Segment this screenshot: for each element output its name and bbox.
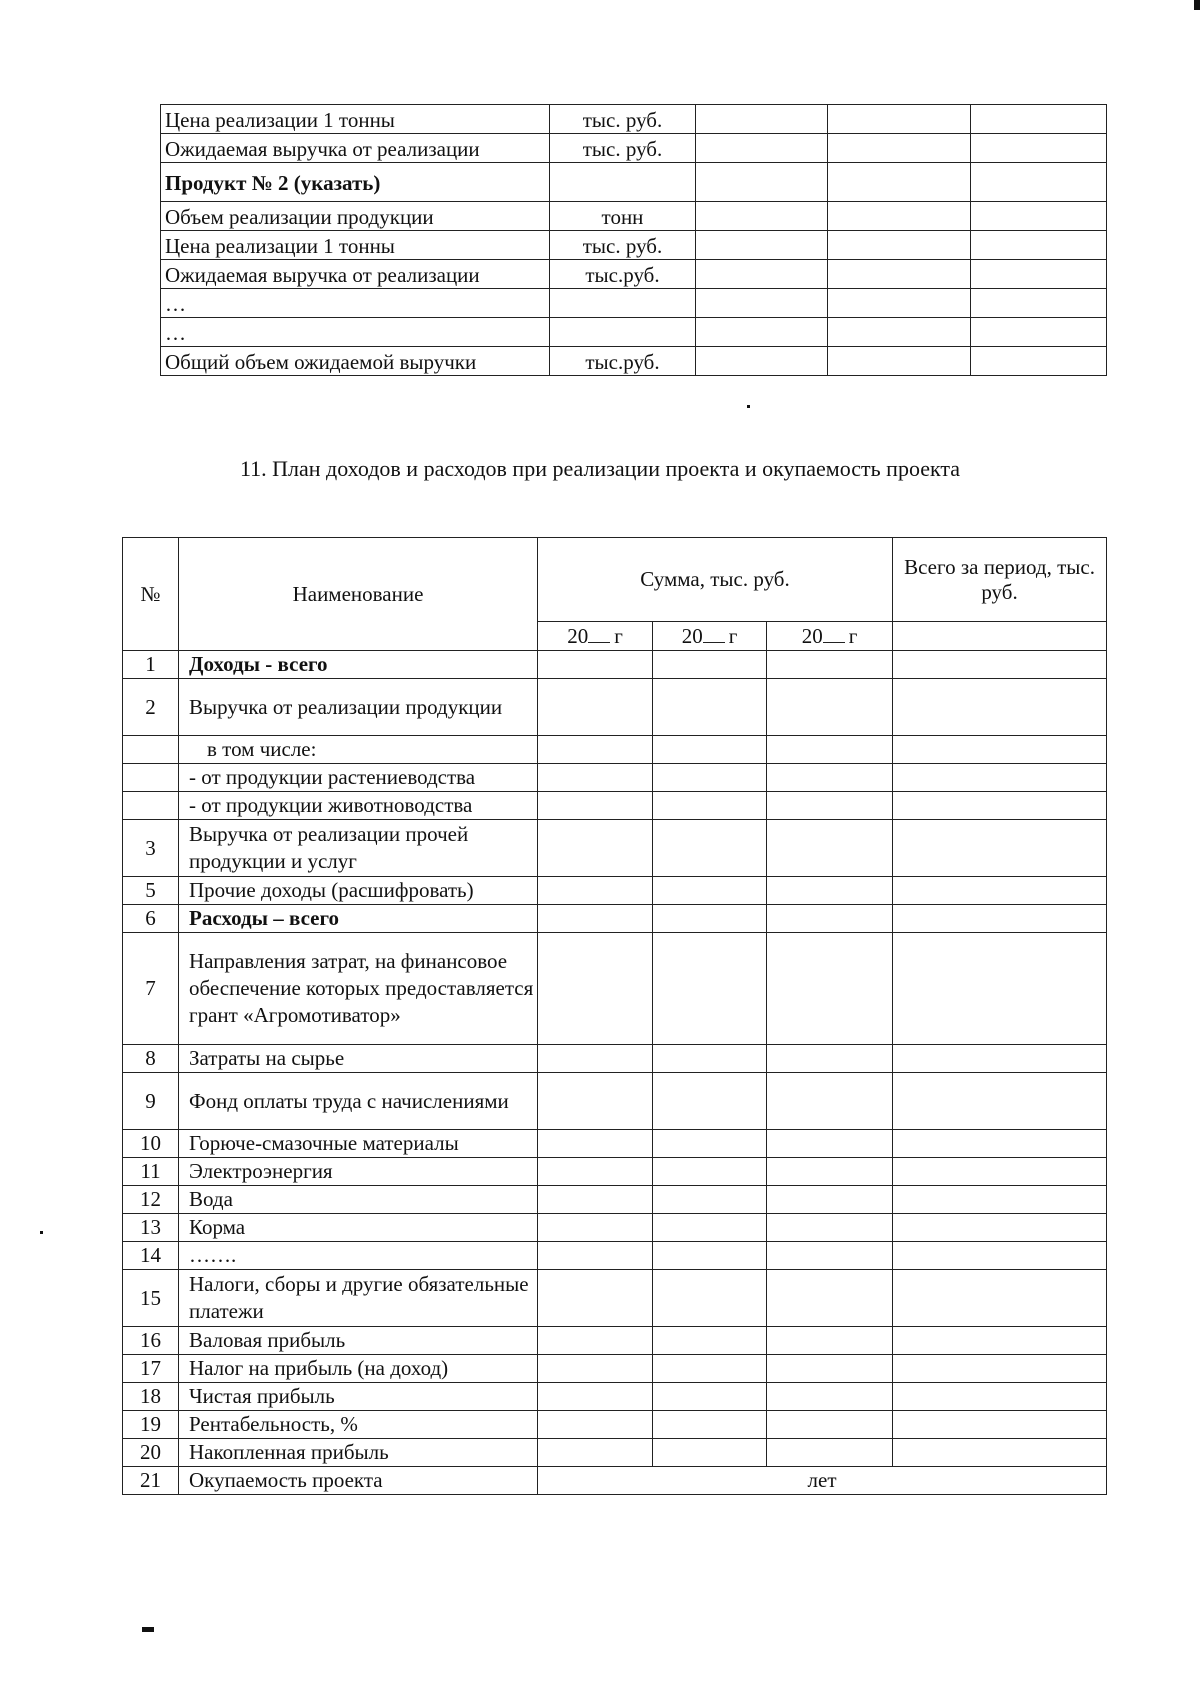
value-cell[interactable]: [653, 679, 767, 736]
row-unit: тыс. руб.: [550, 134, 696, 163]
row-name: Налоги, сборы и другие обязательные платежи: [179, 1270, 538, 1327]
table-row: [123, 764, 1107, 792]
table-row: [123, 679, 1107, 736]
value-cell[interactable]: [971, 318, 1107, 347]
row-unit: тыс. руб.: [550, 105, 696, 134]
row-name: Выручка от реализации продукции: [179, 679, 538, 736]
value-cell[interactable]: [767, 1242, 893, 1270]
table-row: [123, 792, 1107, 820]
section-title: 11. План доходов и расходов при реализации проекта и окупаемость проекта: [239, 456, 961, 481]
value-cell[interactable]: [971, 134, 1107, 163]
value-cell[interactable]: [828, 289, 971, 318]
value-cell[interactable]: [893, 820, 1107, 877]
value-cell[interactable]: [828, 163, 971, 202]
header-total-empty: [893, 622, 1107, 651]
value-cell[interactable]: [696, 289, 828, 318]
row-number: 14: [123, 1242, 179, 1270]
value-cell[interactable]: [893, 1045, 1107, 1073]
value-cell[interactable]: [971, 260, 1107, 289]
value-cell[interactable]: [828, 347, 971, 376]
row-name: …….: [179, 1242, 538, 1270]
row-name: Расходы – всего: [179, 905, 538, 933]
row-number: 21: [123, 1467, 179, 1495]
value-cell[interactable]: [893, 736, 1107, 764]
value-cell[interactable]: [971, 163, 1107, 202]
value-cell[interactable]: [767, 1186, 893, 1214]
row-number: 7: [123, 933, 179, 1045]
year-prefix: 20: [801, 623, 823, 648]
table-row: [123, 1214, 1107, 1242]
value-cell[interactable]: [653, 1045, 767, 1073]
value-cell[interactable]: [538, 1355, 653, 1383]
header-num: №: [123, 538, 179, 651]
row-name: Накопленная прибыль: [179, 1439, 538, 1467]
value-cell[interactable]: [538, 1327, 653, 1355]
table-row: [123, 651, 1107, 679]
table-row: [123, 1355, 1107, 1383]
value-cell[interactable]: [696, 202, 828, 231]
year-blank: [588, 624, 610, 643]
row-name: …: [161, 289, 550, 318]
row-name: Общий объем ожидаемой выручки: [161, 347, 550, 376]
row-number: [123, 736, 179, 764]
value-cell[interactable]: [538, 1045, 653, 1073]
value-cell[interactable]: [767, 1073, 893, 1130]
row-number: 11: [123, 1158, 179, 1186]
year-blank: [703, 624, 725, 643]
value-cell[interactable]: [893, 651, 1107, 679]
value-cell[interactable]: [767, 1439, 893, 1467]
value-cell[interactable]: [767, 651, 893, 679]
value-cell[interactable]: [893, 905, 1107, 933]
value-cell[interactable]: [971, 202, 1107, 231]
table-row: [161, 134, 1107, 163]
value-cell[interactable]: [653, 877, 767, 905]
year-suffix: г: [848, 623, 858, 648]
value-cell[interactable]: [653, 1383, 767, 1411]
row-name: Выручка от реализации прочей продукции и услуг: [179, 820, 538, 877]
value-cell[interactable]: [767, 764, 893, 792]
value-cell[interactable]: [893, 764, 1107, 792]
value-cell[interactable]: [767, 1045, 893, 1073]
row-name: Направления затрат, на финансовое обеспечение которых предоставляется грант «Агромотиватор»: [179, 933, 538, 1045]
row-number: 1: [123, 651, 179, 679]
value-cell[interactable]: [653, 1242, 767, 1270]
table-row-payback: [123, 1467, 1107, 1495]
row-name: Объем реализации продукции: [161, 202, 550, 231]
year-suffix: г: [614, 623, 623, 648]
row-name: Затраты на сырье: [179, 1045, 538, 1073]
row-unit: [550, 289, 696, 318]
row-name: Вода: [179, 1186, 538, 1214]
scan-speck: [747, 405, 750, 408]
value-cell[interactable]: [971, 289, 1107, 318]
value-cell[interactable]: [538, 651, 653, 679]
table-row: [161, 318, 1107, 347]
value-cell[interactable]: [767, 933, 893, 1045]
row-number: 6: [123, 905, 179, 933]
value-cell[interactable]: [893, 1242, 1107, 1270]
scan-speck: [40, 1231, 43, 1234]
row-number: 18: [123, 1383, 179, 1411]
value-cell[interactable]: [767, 792, 893, 820]
table-row: [161, 202, 1107, 231]
value-cell[interactable]: [653, 1073, 767, 1130]
value-cell[interactable]: [653, 820, 767, 877]
value-cell[interactable]: [538, 792, 653, 820]
row-number: 2: [123, 679, 179, 736]
value-cell[interactable]: [696, 134, 828, 163]
header-year-2: [653, 622, 767, 651]
scan-speck: [142, 1627, 154, 1632]
plan-table-body: [123, 651, 1107, 1495]
header-year-1: [538, 622, 653, 651]
row-number: 3: [123, 820, 179, 877]
value-cell[interactable]: [653, 764, 767, 792]
row-name: Фонд оплаты труда с начислениями: [179, 1073, 538, 1130]
value-cell[interactable]: [893, 933, 1107, 1045]
value-cell[interactable]: [653, 792, 767, 820]
value-cell[interactable]: [696, 318, 828, 347]
value-cell[interactable]: [767, 736, 893, 764]
row-unit: тыс.руб.: [550, 260, 696, 289]
table-row: [123, 1383, 1107, 1411]
table-row: [161, 289, 1107, 318]
table-row: [161, 163, 1107, 202]
row-number: [123, 764, 179, 792]
row-name: - от продукции растениеводства: [179, 764, 538, 792]
row-number: 12: [123, 1186, 179, 1214]
table-row: [123, 1045, 1107, 1073]
row-name: Окупаемость проекта: [179, 1467, 538, 1495]
value-cell[interactable]: [893, 1383, 1107, 1411]
value-cell[interactable]: [696, 347, 828, 376]
row-name: Рентабельность, %: [179, 1411, 538, 1439]
value-cell[interactable]: [653, 651, 767, 679]
value-cell[interactable]: [828, 260, 971, 289]
value-cell[interactable]: [538, 1383, 653, 1411]
table-row: [123, 1158, 1107, 1186]
value-cell[interactable]: [653, 1439, 767, 1467]
year-suffix: г: [728, 623, 738, 648]
value-cell[interactable]: [653, 1270, 767, 1327]
value-cell[interactable]: [767, 1214, 893, 1242]
value-cell[interactable]: [538, 1411, 653, 1439]
table-row: [161, 347, 1107, 376]
income-expense-plan-table: [122, 537, 1107, 1495]
value-cell[interactable]: [696, 260, 828, 289]
table-row: [123, 736, 1107, 764]
value-cell[interactable]: [653, 1158, 767, 1186]
value-cell[interactable]: [653, 905, 767, 933]
table-row: [123, 1130, 1107, 1158]
value-cell[interactable]: [538, 1439, 653, 1467]
row-name: Налог на прибыль (на доход): [179, 1355, 538, 1383]
value-cell[interactable]: [538, 1073, 653, 1130]
table-row: [123, 1270, 1107, 1327]
value-cell[interactable]: [538, 877, 653, 905]
row-name: Корма: [179, 1214, 538, 1242]
value-cell[interactable]: [971, 231, 1107, 260]
value-cell[interactable]: [767, 905, 893, 933]
value-cell[interactable]: [653, 1327, 767, 1355]
row-unit: тонн: [550, 202, 696, 231]
row-unit: [550, 163, 696, 202]
table-row: [123, 1073, 1107, 1130]
value-cell[interactable]: [893, 1214, 1107, 1242]
row-name: в том числе:: [179, 736, 538, 764]
row-unit: тыс. руб.: [550, 231, 696, 260]
value-cell[interactable]: [893, 679, 1107, 736]
table-row: [161, 105, 1107, 134]
value-cell[interactable]: [767, 1130, 893, 1158]
row-number: 8: [123, 1045, 179, 1073]
value-cell[interactable]: [538, 736, 653, 764]
payback-years-cell[interactable]: лет: [538, 1467, 1107, 1495]
value-cell[interactable]: [767, 679, 893, 736]
row-name: Прочие доходы (расшифровать): [179, 877, 538, 905]
value-cell[interactable]: [893, 1073, 1107, 1130]
value-cell[interactable]: [893, 1355, 1107, 1383]
value-cell[interactable]: [893, 877, 1107, 905]
value-cell[interactable]: [538, 1270, 653, 1327]
value-cell[interactable]: [538, 905, 653, 933]
row-name: Горюче-смазочные материалы: [179, 1130, 538, 1158]
table-row: [123, 1411, 1107, 1439]
value-cell[interactable]: [971, 347, 1107, 376]
product-sales-table-body: [161, 105, 1107, 376]
row-number: 20: [123, 1439, 179, 1467]
value-cell[interactable]: [538, 820, 653, 877]
value-cell[interactable]: [696, 231, 828, 260]
value-cell[interactable]: [828, 105, 971, 134]
value-cell[interactable]: [696, 163, 828, 202]
value-cell[interactable]: [538, 1130, 653, 1158]
value-cell[interactable]: [538, 764, 653, 792]
value-cell[interactable]: [828, 231, 971, 260]
row-number: 15: [123, 1270, 179, 1327]
table-row: [123, 905, 1107, 933]
row-number: 19: [123, 1411, 179, 1439]
value-cell[interactable]: [767, 1411, 893, 1439]
row-number: 9: [123, 1073, 179, 1130]
table-row: [161, 260, 1107, 289]
value-cell[interactable]: [893, 1158, 1107, 1186]
row-name: Продукт № 2 (указать): [161, 163, 550, 202]
value-cell[interactable]: [767, 1355, 893, 1383]
value-cell[interactable]: [767, 1158, 893, 1186]
row-number: 10: [123, 1130, 179, 1158]
table-row: [123, 820, 1107, 877]
value-cell[interactable]: [893, 1186, 1107, 1214]
row-number: 13: [123, 1214, 179, 1242]
value-cell[interactable]: [971, 105, 1107, 134]
row-number: [123, 792, 179, 820]
row-name: Ожидаемая выручка от реализации: [161, 260, 550, 289]
row-name: Валовая прибыль: [179, 1327, 538, 1355]
row-unit: [550, 318, 696, 347]
row-name: …: [161, 318, 550, 347]
value-cell[interactable]: [767, 1383, 893, 1411]
table-row: [123, 877, 1107, 905]
value-cell[interactable]: [893, 1270, 1107, 1327]
row-unit: тыс.руб.: [550, 347, 696, 376]
value-cell[interactable]: [828, 202, 971, 231]
table-row: [123, 1327, 1107, 1355]
header-total: Всего за период, тыс. руб.: [893, 538, 1107, 622]
value-cell[interactable]: [767, 820, 893, 877]
row-name: Доходы - всего: [179, 651, 538, 679]
value-cell[interactable]: [653, 1186, 767, 1214]
year-prefix: 20: [567, 623, 589, 648]
value-cell[interactable]: [538, 679, 653, 736]
row-name: Ожидаемая выручка от реализации: [161, 134, 550, 163]
table-row: [123, 1242, 1107, 1270]
value-cell[interactable]: [653, 736, 767, 764]
row-number: 16: [123, 1327, 179, 1355]
row-number: 17: [123, 1355, 179, 1383]
value-cell[interactable]: [538, 1242, 653, 1270]
value-cell[interactable]: [893, 1130, 1107, 1158]
table-row: [123, 933, 1107, 1045]
year-prefix: 20: [681, 623, 703, 648]
value-cell[interactable]: [893, 1439, 1107, 1467]
header-sum: Сумма, тыс. руб.: [538, 538, 893, 622]
value-cell[interactable]: [828, 134, 971, 163]
row-name: Чистая прибыль: [179, 1383, 538, 1411]
value-cell[interactable]: [538, 1158, 653, 1186]
value-cell[interactable]: [653, 1214, 767, 1242]
value-cell[interactable]: [893, 792, 1107, 820]
header-year-3: [767, 622, 893, 651]
row-name: Цена реализации 1 тонны: [161, 231, 550, 260]
value-cell[interactable]: [538, 933, 653, 1045]
value-cell[interactable]: [538, 1186, 653, 1214]
scan-speck: [1194, 0, 1200, 10]
header-name: Наименование: [179, 538, 538, 651]
value-cell[interactable]: [767, 1270, 893, 1327]
value-cell[interactable]: [538, 1214, 653, 1242]
value-cell[interactable]: [696, 105, 828, 134]
value-cell[interactable]: [653, 933, 767, 1045]
value-cell[interactable]: [893, 1411, 1107, 1439]
table-row: [123, 1439, 1107, 1467]
row-name: - от продукции животноводства: [179, 792, 538, 820]
value-cell[interactable]: [653, 1130, 767, 1158]
value-cell[interactable]: [767, 877, 893, 905]
row-name: Электроэнергия: [179, 1158, 538, 1186]
value-cell[interactable]: [828, 318, 971, 347]
year-blank: [823, 624, 845, 643]
value-cell[interactable]: [893, 1327, 1107, 1355]
product-sales-table: [160, 104, 1107, 376]
table-row: [123, 1186, 1107, 1214]
value-cell[interactable]: [767, 1327, 893, 1355]
table-row: [161, 231, 1107, 260]
value-cell[interactable]: [653, 1411, 767, 1439]
row-number: 5: [123, 877, 179, 905]
row-name: Цена реализации 1 тонны: [161, 105, 550, 134]
value-cell[interactable]: [653, 1355, 767, 1383]
